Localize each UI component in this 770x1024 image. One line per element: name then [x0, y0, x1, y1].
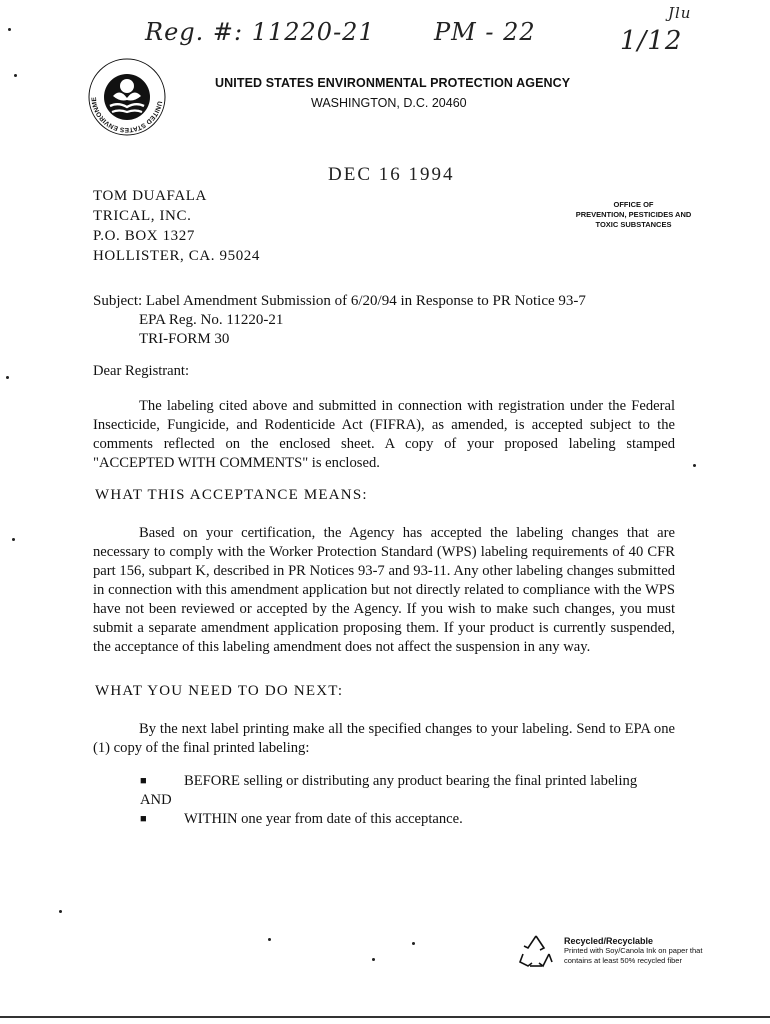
bullet-square-icon: ■ — [140, 813, 147, 825]
scan-speck — [6, 376, 9, 379]
recipient-address — [93, 186, 260, 266]
paragraph-certification: Based on your certification, the Agency has accepted the labeling changes that are necessary to comply with the Worker Protection Standard (WPS) labeling requirements of 40 CFR part 156, subpart K, described in PR Notices 93-7 and 93-11. Any other labeling changes submitted in connection with this amendment application but not directly related to compliance with the WPS have not been reviewed or accepted by the Agency. If you wish to make such changes, you must submit a separate amendment application proposing them. If your product is currently suspended, the acceptance of this labeling amendment does not affect the suspension in any way. — [93, 525, 675, 655]
handwritten-page-number: 1/12 — [620, 26, 683, 56]
recipient-name: TOM DUAFALA — [93, 188, 207, 204]
list-item — [140, 772, 637, 791]
recipient-po-box: P.O. BOX 1327 — [93, 228, 195, 244]
scan-speck — [372, 958, 375, 961]
scan-speck — [8, 28, 11, 31]
recycle-line-2: contains at least 50% recycled fiber — [564, 956, 682, 965]
list-item-text: BEFORE selling or distributing any product bearing the final printed labeling — [184, 773, 638, 789]
date-stamp: DEC 16 1994 — [328, 164, 455, 185]
recipient-company: TRICAL, INC. — [93, 208, 192, 224]
list-item-text: WITHIN one year from date of this acceptance. — [184, 811, 463, 827]
recycle-notice — [564, 936, 702, 966]
scan-speck — [268, 938, 271, 941]
paragraph-next-steps: By the next label printing make all the specified changes to your labeling. Send to EPA one (1) copy of the final printed labeling: — [93, 721, 675, 756]
requirements-list — [140, 772, 637, 829]
agency-city: WASHINGTON, D.C. 20460 — [311, 96, 467, 110]
scan-speck — [59, 910, 62, 913]
heading-next-steps: WHAT YOU NEED TO DO NEXT: — [95, 683, 344, 699]
handwritten-reg-number: Reg. #: 11220-21 — [145, 18, 375, 46]
scan-speck — [12, 538, 15, 541]
office-line-2: PREVENTION, PESTICIDES AND — [575, 210, 692, 219]
subject-block — [93, 292, 586, 349]
scan-speck — [412, 942, 415, 945]
paragraph-acceptance: The labeling cited above and submitted in connection with registration under the Federal Insecticide, Fungicide, and Rodenticide Act (FIFRA), as amended, is accepted subject to the comments reflected on the enclosed sheet. A copy of your proposed labeling stamped "ACCEPTED WITH COMMENTS" is enclosed. — [93, 398, 675, 471]
seal-text: UNITED STATES ENVIRONME — [90, 96, 163, 134]
handwritten-initials: Jlu — [668, 4, 692, 22]
recycle-title: Recycled/Recyclable — [564, 936, 654, 946]
page-edge-line — [0, 1016, 770, 1018]
office-line-1: OFFICE OF — [613, 200, 654, 209]
epa-seal-logo — [86, 56, 168, 138]
recycle-line-1: Printed with Soy/Canola Ink on paper that — [564, 946, 703, 955]
recycle-icon — [516, 932, 556, 970]
bullet-square-icon: ■ — [140, 775, 147, 787]
heading-acceptance-means: WHAT THIS ACCEPTANCE MEANS: — [95, 487, 368, 503]
subject-line: Subject: Label Amendment Submission of 6/20/94 in Response to PR Notice 93-7 — [93, 293, 586, 309]
subject-product-name: TRI-FORM 30 — [139, 331, 230, 347]
handwritten-pm-number: PM - 22 — [434, 18, 536, 46]
list-item — [140, 810, 637, 829]
office-block — [560, 200, 707, 230]
list-connector: AND — [140, 792, 172, 808]
agency-name: UNITED STATES ENVIRONMENTAL PROTECTION AGENCY — [215, 76, 571, 90]
scan-speck — [693, 464, 696, 467]
subject-reg-number: EPA Reg. No. 11220-21 — [139, 312, 284, 328]
office-line-3: TOXIC SUBSTANCES — [595, 220, 672, 229]
scan-speck — [14, 74, 17, 77]
recipient-city: HOLLISTER, CA. 95024 — [93, 248, 260, 264]
salutation: Dear Registrant: — [93, 363, 190, 379]
